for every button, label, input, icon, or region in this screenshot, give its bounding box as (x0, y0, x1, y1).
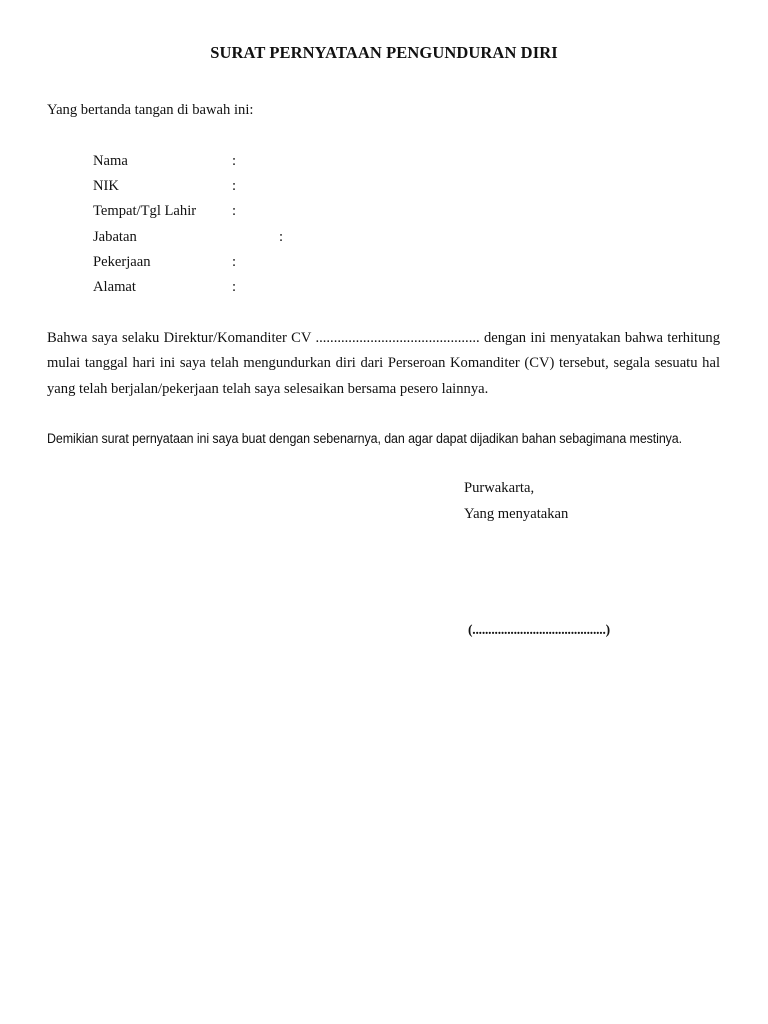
field-colon: : (232, 279, 237, 295)
document-title: SURAT PERNYATAAN PENGUNDURAN DIRI (210, 43, 558, 62)
field-colon: : (232, 178, 237, 194)
field-label: Tempat/Tgl Lahir (93, 203, 197, 219)
field-colon: : (279, 229, 284, 245)
signature-city: Purwakarta, (464, 480, 535, 496)
field-label: Nama (93, 153, 128, 169)
closing-paragraph: Demikian surat pernyataan ini saya buat dengan sebenarnya, dan agar dapat dijadikan bahan sebagimana mestinya. (47, 431, 683, 446)
statement-paragraph: Bahwa saya selaku Direktur/Komanditer CV ............................................. dengan ini menyatakan bahwa terhitung mulai tanggal hari ini saya telah mengundurkan diri dari Perseroan Komanditer (CV) tersebut, segala sesuatu hal yang telah berjalan/pekerjaan telah saya selesaikan bersama pesero lainnya. (47, 330, 720, 397)
signature-role: Yang menyatakan (464, 506, 569, 522)
field-label: NIK (93, 178, 119, 194)
signature-name-placeholder: (..........................................) (468, 622, 610, 637)
field-label: Alamat (93, 279, 136, 295)
field-label: Jabatan (93, 229, 137, 245)
intro-text: Yang bertanda tangan di bawah ini: (47, 102, 254, 118)
field-colon: : (232, 254, 237, 270)
field-colon: : (232, 203, 237, 219)
field-label: Pekerjaan (93, 254, 151, 270)
field-colon: : (232, 153, 237, 169)
